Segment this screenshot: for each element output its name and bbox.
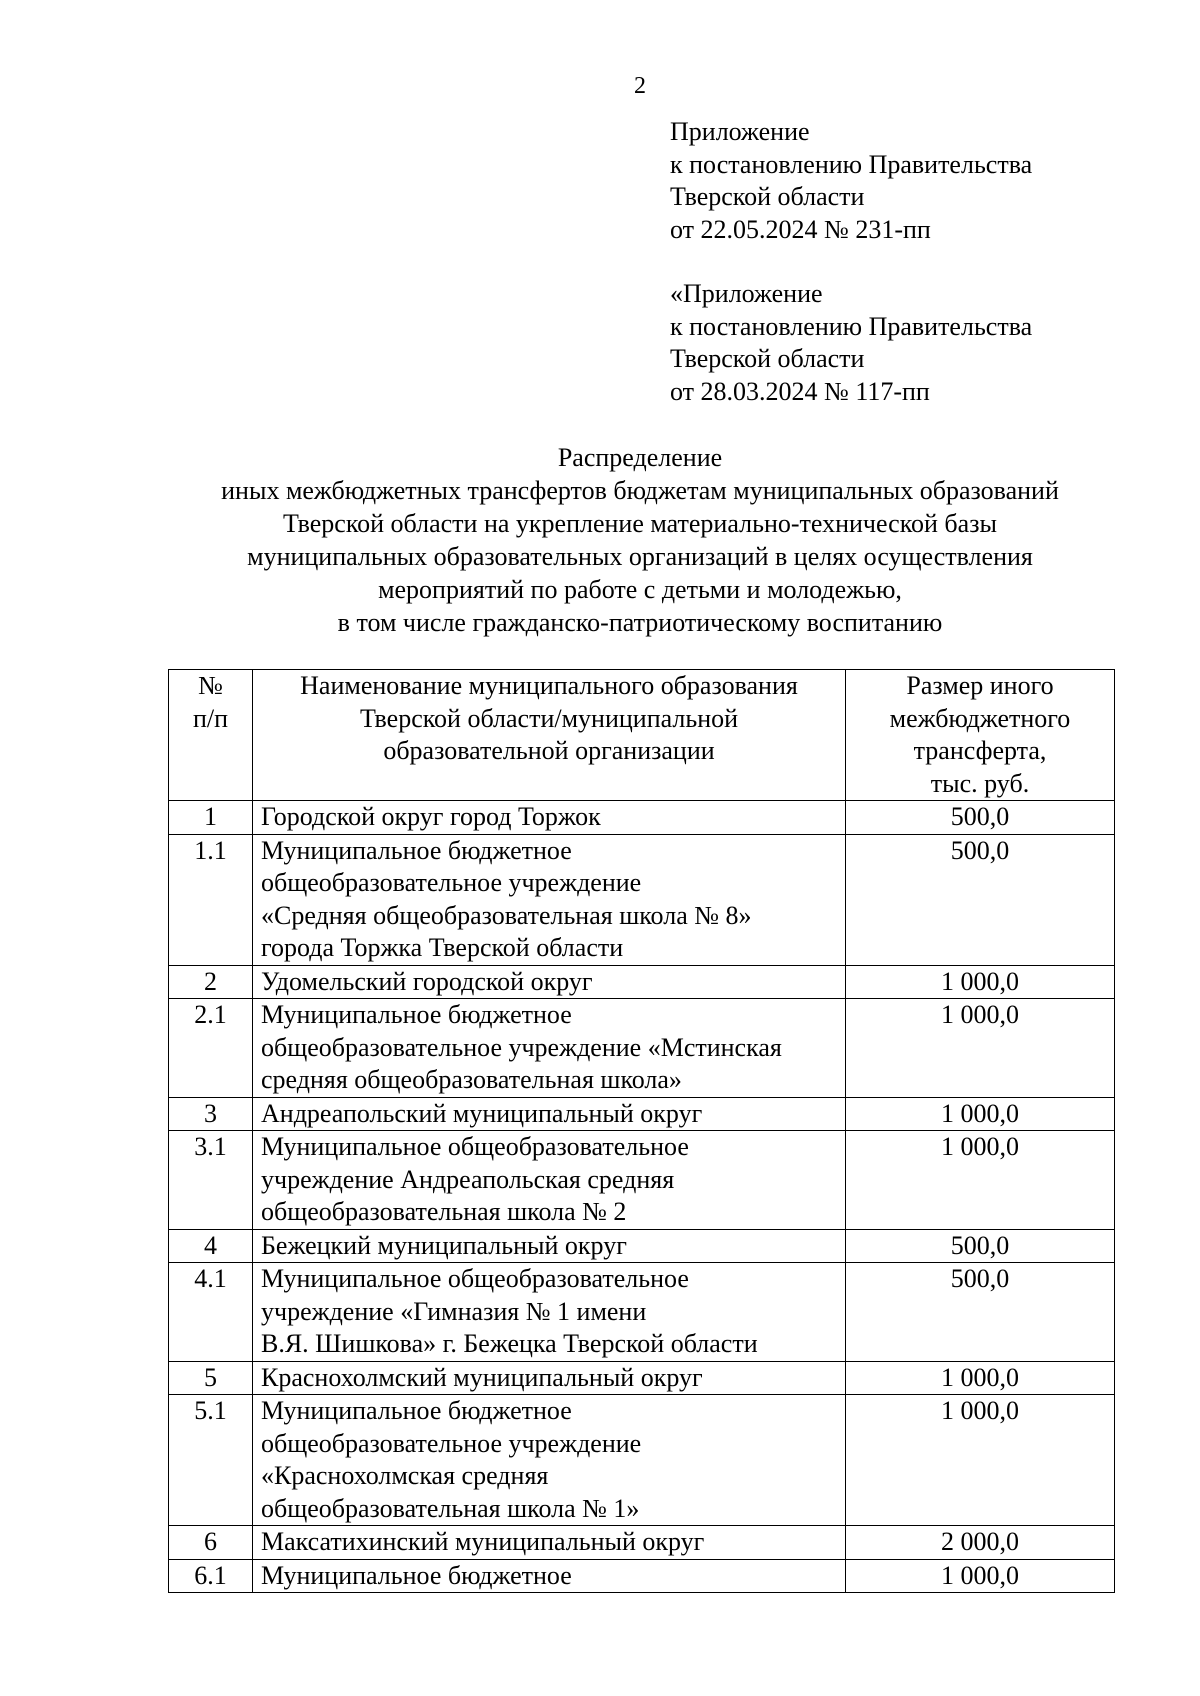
table-row <box>169 1395 1115 1526</box>
appendix-original-line: от 28.03.2024 № 117-пп <box>670 376 930 406</box>
row-name <box>253 1395 846 1526</box>
row-amount: 500,0 <box>846 834 1115 965</box>
appendix-current-line: от 22.05.2024 № 231-пп <box>670 214 931 244</box>
row-name-line: Муниципальное бюджетное <box>261 1396 572 1425</box>
row-name <box>253 1559 846 1593</box>
row-name-line: В.Я. Шишкова» г. Бежецка Тверской области <box>261 1329 758 1358</box>
table-row <box>169 1526 1115 1560</box>
header-num-line: п/п <box>192 703 229 733</box>
appendix-original-line: Тверской области <box>670 344 865 373</box>
row-name-line: учреждение «Гимназия № 1 имени <box>261 1296 647 1326</box>
row-name-line: Муниципальное общеобразовательное <box>261 1132 689 1161</box>
row-name-line: Муниципальное общеобразовательное <box>261 1264 689 1293</box>
row-name-line: учреждение Андреапольская средняя <box>261 1164 675 1194</box>
row-number: 6 <box>169 1526 253 1560</box>
title-line: мероприятий по работе с детьми и молодежью, <box>378 575 902 604</box>
row-name <box>253 1229 846 1263</box>
row-name-line: Муниципальное бюджетное <box>261 1560 572 1590</box>
header-name-line: Тверской области/муниципальной <box>359 703 739 733</box>
row-name-line: общеобразовательная школа № 2 <box>261 1197 627 1226</box>
row-number: 1 <box>169 801 253 835</box>
table-row <box>169 1229 1115 1263</box>
appendix-current-line: Приложение <box>670 117 810 146</box>
row-name-line: «Краснохолмская средняя <box>261 1461 549 1490</box>
row-number: 5 <box>169 1361 253 1395</box>
appendix-original-line: «Приложение <box>670 279 823 308</box>
row-number: 3.1 <box>169 1131 253 1230</box>
row-amount: 1 000,0 <box>846 965 1115 999</box>
row-name <box>253 999 846 1098</box>
row-name <box>253 1097 846 1131</box>
row-number: 4 <box>169 1229 253 1263</box>
row-name-line: Удомельский городской округ <box>261 966 593 996</box>
table-row <box>169 1559 1115 1593</box>
row-amount: 1 000,0 <box>846 1097 1115 1131</box>
row-number: 3 <box>169 1097 253 1131</box>
table-row <box>169 834 1115 965</box>
row-name-line: города Торжка Тверской области <box>261 933 624 962</box>
header-amount-line: трансферта, <box>913 736 1047 765</box>
document-title <box>160 441 1120 639</box>
appendix-current <box>670 116 1032 246</box>
row-number: 2 <box>169 965 253 999</box>
header-name <box>253 670 846 801</box>
row-name-line: Муниципальное бюджетное <box>261 835 572 865</box>
row-name-line: «Средняя общеобразовательная школа № 8» <box>261 900 752 930</box>
row-number: 1.1 <box>169 834 253 965</box>
row-amount: 1 000,0 <box>846 1361 1115 1395</box>
row-name-line: Андреапольский муниципальный округ <box>261 1098 703 1128</box>
page-number: 2 <box>634 73 646 99</box>
row-amount: 500,0 <box>846 1263 1115 1362</box>
row-amount: 500,0 <box>846 801 1115 835</box>
row-amount: 500,0 <box>846 1229 1115 1263</box>
row-name <box>253 965 846 999</box>
title-line: в том числе гражданско-патриотическому воспитанию <box>337 608 943 637</box>
table-header-row <box>169 670 1115 801</box>
header-num <box>169 670 253 801</box>
row-name <box>253 1131 846 1230</box>
row-number: 6.1 <box>169 1559 253 1593</box>
table-row <box>169 1097 1115 1131</box>
row-name-line: Краснохолмский муниципальный округ <box>261 1362 703 1392</box>
row-name <box>253 1526 846 1560</box>
header-amount-line: межбюджетного <box>889 703 1071 733</box>
row-amount: 1 000,0 <box>846 1395 1115 1526</box>
appendix-current-line: к постановлению Правительства <box>670 149 1033 179</box>
table-row <box>169 965 1115 999</box>
title-line: Распределение <box>557 443 723 472</box>
header-name-line: Наименование муниципального образования <box>300 671 798 700</box>
row-number: 2.1 <box>169 999 253 1098</box>
row-name <box>253 1263 846 1362</box>
appendix-original <box>670 278 1032 408</box>
row-name <box>253 801 846 835</box>
row-name-line: средняя общеобразовательная школа» <box>261 1065 682 1094</box>
table-row <box>169 801 1115 835</box>
row-name-line: общеобразовательная школа № 1» <box>261 1493 640 1523</box>
row-name-line: Максатихинский муниципальный округ <box>261 1527 705 1556</box>
header-num-line: № <box>198 671 223 700</box>
header-name-line: образовательной организации <box>383 736 715 765</box>
title-line: муниципальных образовательных организаций в целях осуществления <box>247 542 1033 571</box>
row-name-line: Городской округ город Торжок <box>261 802 601 831</box>
header-amount-line: тыс. руб. <box>930 768 1030 798</box>
distribution-table <box>168 669 1115 1593</box>
row-name-line: Бежецкий муниципальный округ <box>261 1230 627 1260</box>
row-amount: 1 000,0 <box>846 999 1115 1098</box>
title-line: Тверской области на укрепление материально-технической базы <box>283 509 997 538</box>
header-amount <box>846 670 1115 801</box>
table-row <box>169 1131 1115 1230</box>
appendix-current-line: Тверской области <box>670 182 865 211</box>
row-name-line: общеобразовательное учреждение «Мстинская <box>261 1032 782 1062</box>
row-amount: 1 000,0 <box>846 1131 1115 1230</box>
row-amount: 2 000,0 <box>846 1526 1115 1560</box>
row-name-line: общеобразовательное учреждение <box>261 1428 642 1458</box>
table-row <box>169 999 1115 1098</box>
header-amount-line: Размер иного <box>906 671 1054 700</box>
table-row <box>169 1263 1115 1362</box>
table-row <box>169 1361 1115 1395</box>
row-amount: 1 000,0 <box>846 1559 1115 1593</box>
row-name <box>253 1361 846 1395</box>
row-name <box>253 834 846 965</box>
row-number: 4.1 <box>169 1263 253 1362</box>
title-line: иных межбюджетных трансфертов бюджетам муниципальных образований <box>221 476 1059 505</box>
row-name-line: общеобразовательное учреждение <box>261 868 642 897</box>
appendix-original-line: к постановлению Правительства <box>670 311 1033 341</box>
row-name-line: Муниципальное бюджетное <box>261 1000 572 1029</box>
row-number: 5.1 <box>169 1395 253 1526</box>
